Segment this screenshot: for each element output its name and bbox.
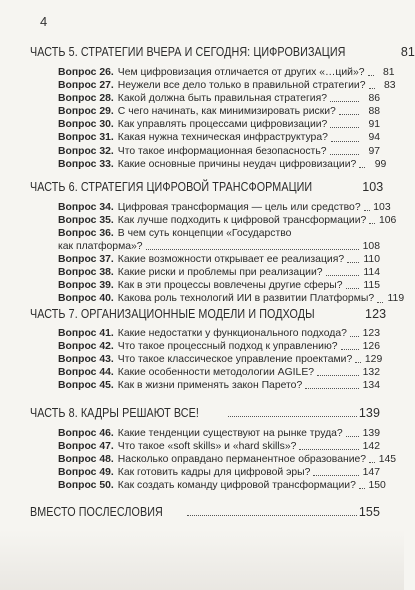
toc-question-entry[interactable]	[58, 266, 380, 279]
dotted-leader	[228, 416, 356, 417]
question-page: 145	[378, 454, 397, 466]
toc-question-entry[interactable]	[58, 158, 387, 171]
question-page: 132	[362, 367, 380, 379]
question-text: Какая нужна техническая инфраструктура?	[117, 132, 328, 144]
dotted-leader	[299, 449, 359, 450]
question-page: 114	[363, 267, 380, 279]
dotted-leader	[339, 114, 359, 115]
toc-question-entry[interactable]	[58, 79, 396, 92]
question-text: Неужели все дело только в правильной стратегии?	[117, 80, 366, 92]
toc-part-heading[interactable]	[30, 45, 415, 59]
toc-part-page: 139	[358, 406, 380, 420]
dotted-leader	[369, 223, 375, 224]
question-number: Вопрос 39.	[58, 280, 114, 292]
question-number: Вопрос 28.	[58, 93, 114, 105]
question-text: Какова роль технологий ИИ в развитии Платформы?	[117, 293, 375, 305]
dotted-leader	[350, 336, 359, 337]
question-text: Что такое процессный подход к управлению?	[117, 341, 338, 353]
dotted-leader	[330, 154, 359, 155]
toc-part-heading[interactable]	[30, 307, 387, 321]
toc-question-entry[interactable]	[58, 366, 380, 379]
question-list	[58, 427, 397, 492]
dotted-leader	[326, 275, 359, 276]
question-number: Вопрос 27.	[58, 80, 114, 92]
toc-question-entry[interactable]	[58, 105, 380, 118]
question-number: Вопрос 48.	[58, 454, 114, 466]
question-text: Насколько оправдано перманентное образование?	[117, 454, 367, 466]
question-number: Вопрос 40.	[58, 293, 114, 305]
toc-question-entry[interactable]	[58, 440, 380, 453]
toc-question-entry[interactable]	[58, 214, 397, 227]
question-page: 119	[387, 293, 405, 305]
dotted-leader	[364, 210, 370, 211]
question-text: Как лучше подходить к цифровой трансформации?	[117, 215, 367, 227]
toc-part-page: 103	[362, 180, 384, 194]
toc-part-title: ВМЕСТО ПОСЛЕСЛОВИЯ	[30, 505, 163, 519]
toc-question-entry[interactable]	[58, 66, 395, 79]
toc-part-page: 81	[400, 45, 415, 59]
toc-part-heading[interactable]	[30, 180, 384, 194]
question-text: Как в жизни применять закон Парето?	[117, 380, 303, 392]
question-text: Что такое классическое управление проектами?	[117, 354, 353, 366]
question-page: 129	[364, 354, 383, 366]
toc-question-entry[interactable]	[58, 292, 405, 305]
toc-question-entry[interactable]	[58, 253, 380, 266]
toc-part-title: ЧАСТЬ 7. ОРГАНИЗАЦИОННЫЕ МОДЕЛИ И ПОДХОДЫ	[30, 307, 315, 321]
dotted-leader	[368, 75, 374, 76]
toc-part-title: ЧАСТЬ 6. СТРАТЕГИЯ ЦИФРОВОЙ ТРАНСФОРМАЦИИ	[30, 180, 313, 194]
question-text: Какие риски и проблемы при реализации?	[117, 267, 323, 279]
question-number: Вопрос 35.	[58, 215, 114, 227]
question-page: 99	[374, 158, 387, 170]
dotted-leader	[317, 375, 359, 376]
dotted-leader	[331, 141, 359, 142]
toc-question-entry[interactable]	[58, 279, 380, 292]
toc-part-heading[interactable]	[30, 406, 380, 420]
dotted-leader	[369, 462, 375, 463]
question-number: Вопрос 34.	[58, 202, 114, 213]
question-number: Вопрос 38.	[58, 267, 114, 279]
question-text: Какие недостатки у функционального подхода?	[117, 328, 347, 339]
toc-part-heading[interactable]	[30, 505, 380, 519]
question-number: Вопрос 29.	[58, 106, 114, 118]
question-list	[58, 201, 405, 306]
question-text: Какие тенденции существуют на рынке труда?	[117, 428, 343, 439]
question-page: 142	[362, 441, 380, 453]
dotted-leader	[377, 302, 383, 303]
question-page: 139	[362, 428, 380, 439]
toc-question-entry[interactable]	[58, 466, 380, 479]
question-page: 134	[362, 380, 380, 392]
question-page: 126	[362, 341, 380, 353]
toc-part-title: ЧАСТЬ 8. КАДРЫ РЕШАЮТ ВСЕ!	[30, 406, 199, 420]
toc-question-entry[interactable]	[58, 145, 380, 158]
question-text: В чем суть концепции «Государство	[117, 228, 292, 240]
toc-question-entry[interactable]	[58, 118, 380, 131]
question-text: Как управлять процессами цифровизации?	[117, 119, 328, 131]
toc-question-entry[interactable]	[58, 353, 383, 366]
toc-question-entry[interactable]	[58, 479, 386, 492]
toc-question-entry[interactable]	[58, 227, 380, 253]
dotted-leader	[347, 262, 359, 263]
toc-question-entry[interactable]	[58, 92, 380, 105]
question-number: Вопрос 30.	[58, 119, 114, 131]
toc-question-entry[interactable]	[58, 427, 380, 440]
question-number: Вопрос 41.	[58, 328, 114, 339]
dotted-leader	[359, 167, 365, 168]
question-text: Какие основные причины неудач цифровизации?	[117, 158, 357, 170]
dotted-leader	[330, 101, 359, 102]
question-page: 88	[368, 106, 380, 118]
dotted-leader	[359, 488, 365, 489]
question-list	[58, 66, 396, 171]
question-text-continued: как платформа»?	[58, 241, 143, 253]
toc-part-page: 155	[358, 505, 380, 519]
dotted-leader	[355, 362, 361, 363]
dotted-leader	[341, 349, 359, 350]
question-text: Как в эти процессы вовлечены другие сферы?	[117, 280, 343, 292]
toc-question-entry[interactable]	[58, 379, 380, 392]
toc-question-entry[interactable]	[58, 327, 380, 340]
question-number: Вопрос 50.	[58, 480, 114, 492]
toc-part-title: ЧАСТЬ 5. СТРАТЕГИИ ВЧЕРА И СЕГОДНЯ: ЦИФРОВИЗАЦИЯ	[30, 45, 346, 59]
question-page: 115	[363, 280, 380, 292]
question-text: С чего начинать, как минимизировать риски?	[117, 106, 336, 118]
toc-question-entry[interactable]	[58, 340, 380, 353]
question-number: Вопрос 32.	[58, 145, 114, 157]
question-text: Какие возможности открывает ее реализация?	[117, 254, 345, 266]
dotted-leader	[330, 127, 359, 128]
dotted-leader	[187, 515, 357, 516]
question-number: Вопрос 45.	[58, 380, 114, 392]
question-page: 83	[383, 80, 396, 92]
question-text: Как создать команду цифровой трансформации?	[117, 480, 356, 492]
question-page: 108	[362, 241, 380, 253]
question-page: 94	[368, 132, 380, 144]
page-number: 4	[40, 14, 48, 29]
question-page: 103	[373, 202, 391, 213]
question-page: 86	[368, 93, 380, 105]
question-number: Вопрос 42.	[58, 341, 114, 353]
question-text: Как готовить кадры для цифровой эры?	[117, 467, 311, 479]
dotted-leader	[313, 475, 359, 476]
question-page: 106	[378, 215, 397, 227]
question-number: Вопрос 26.	[58, 67, 114, 78]
question-text: Какие особенности методологии AGILE?	[117, 367, 315, 379]
question-number: Вопрос 36.	[58, 228, 114, 240]
question-text: Что такое информационная безопасность?	[117, 145, 327, 157]
question-number: Вопрос 31.	[58, 132, 114, 144]
question-number: Вопрос 43.	[58, 354, 114, 366]
question-page: 150	[368, 480, 386, 492]
dotted-leader	[369, 88, 375, 89]
question-number: Вопрос 46.	[58, 428, 114, 439]
question-number: Вопрос 49.	[58, 467, 114, 479]
question-number: Вопрос 33.	[58, 158, 114, 170]
question-page: 147	[362, 467, 380, 479]
dotted-leader	[346, 288, 359, 289]
question-page: 81	[382, 67, 395, 78]
question-text: Какой должна быть правильная стратегия?	[117, 93, 327, 105]
question-number: Вопрос 47.	[58, 441, 114, 453]
page-shadow	[0, 530, 404, 590]
dotted-leader	[346, 436, 359, 437]
dotted-leader	[146, 249, 359, 250]
dotted-leader	[305, 388, 359, 389]
toc-question-entry[interactable]	[58, 453, 397, 466]
question-page: 97	[368, 145, 380, 157]
question-page: 110	[363, 254, 380, 266]
question-text: Цифровая трансформация — цель или средство?	[117, 202, 361, 213]
question-page: 123	[362, 328, 380, 339]
question-text: Что такое «soft skills» и «hard skills»?	[117, 441, 297, 453]
toc-question-entry[interactable]	[58, 201, 391, 214]
question-text: Чем цифровизация отличается от других «…ций»?	[117, 67, 365, 78]
toc-question-entry[interactable]	[58, 131, 380, 144]
question-list	[58, 327, 383, 392]
question-page: 91	[368, 119, 380, 131]
toc-part-page: 123	[365, 307, 387, 321]
question-number: Вопрос 37.	[58, 254, 114, 266]
question-number: Вопрос 44.	[58, 367, 114, 379]
